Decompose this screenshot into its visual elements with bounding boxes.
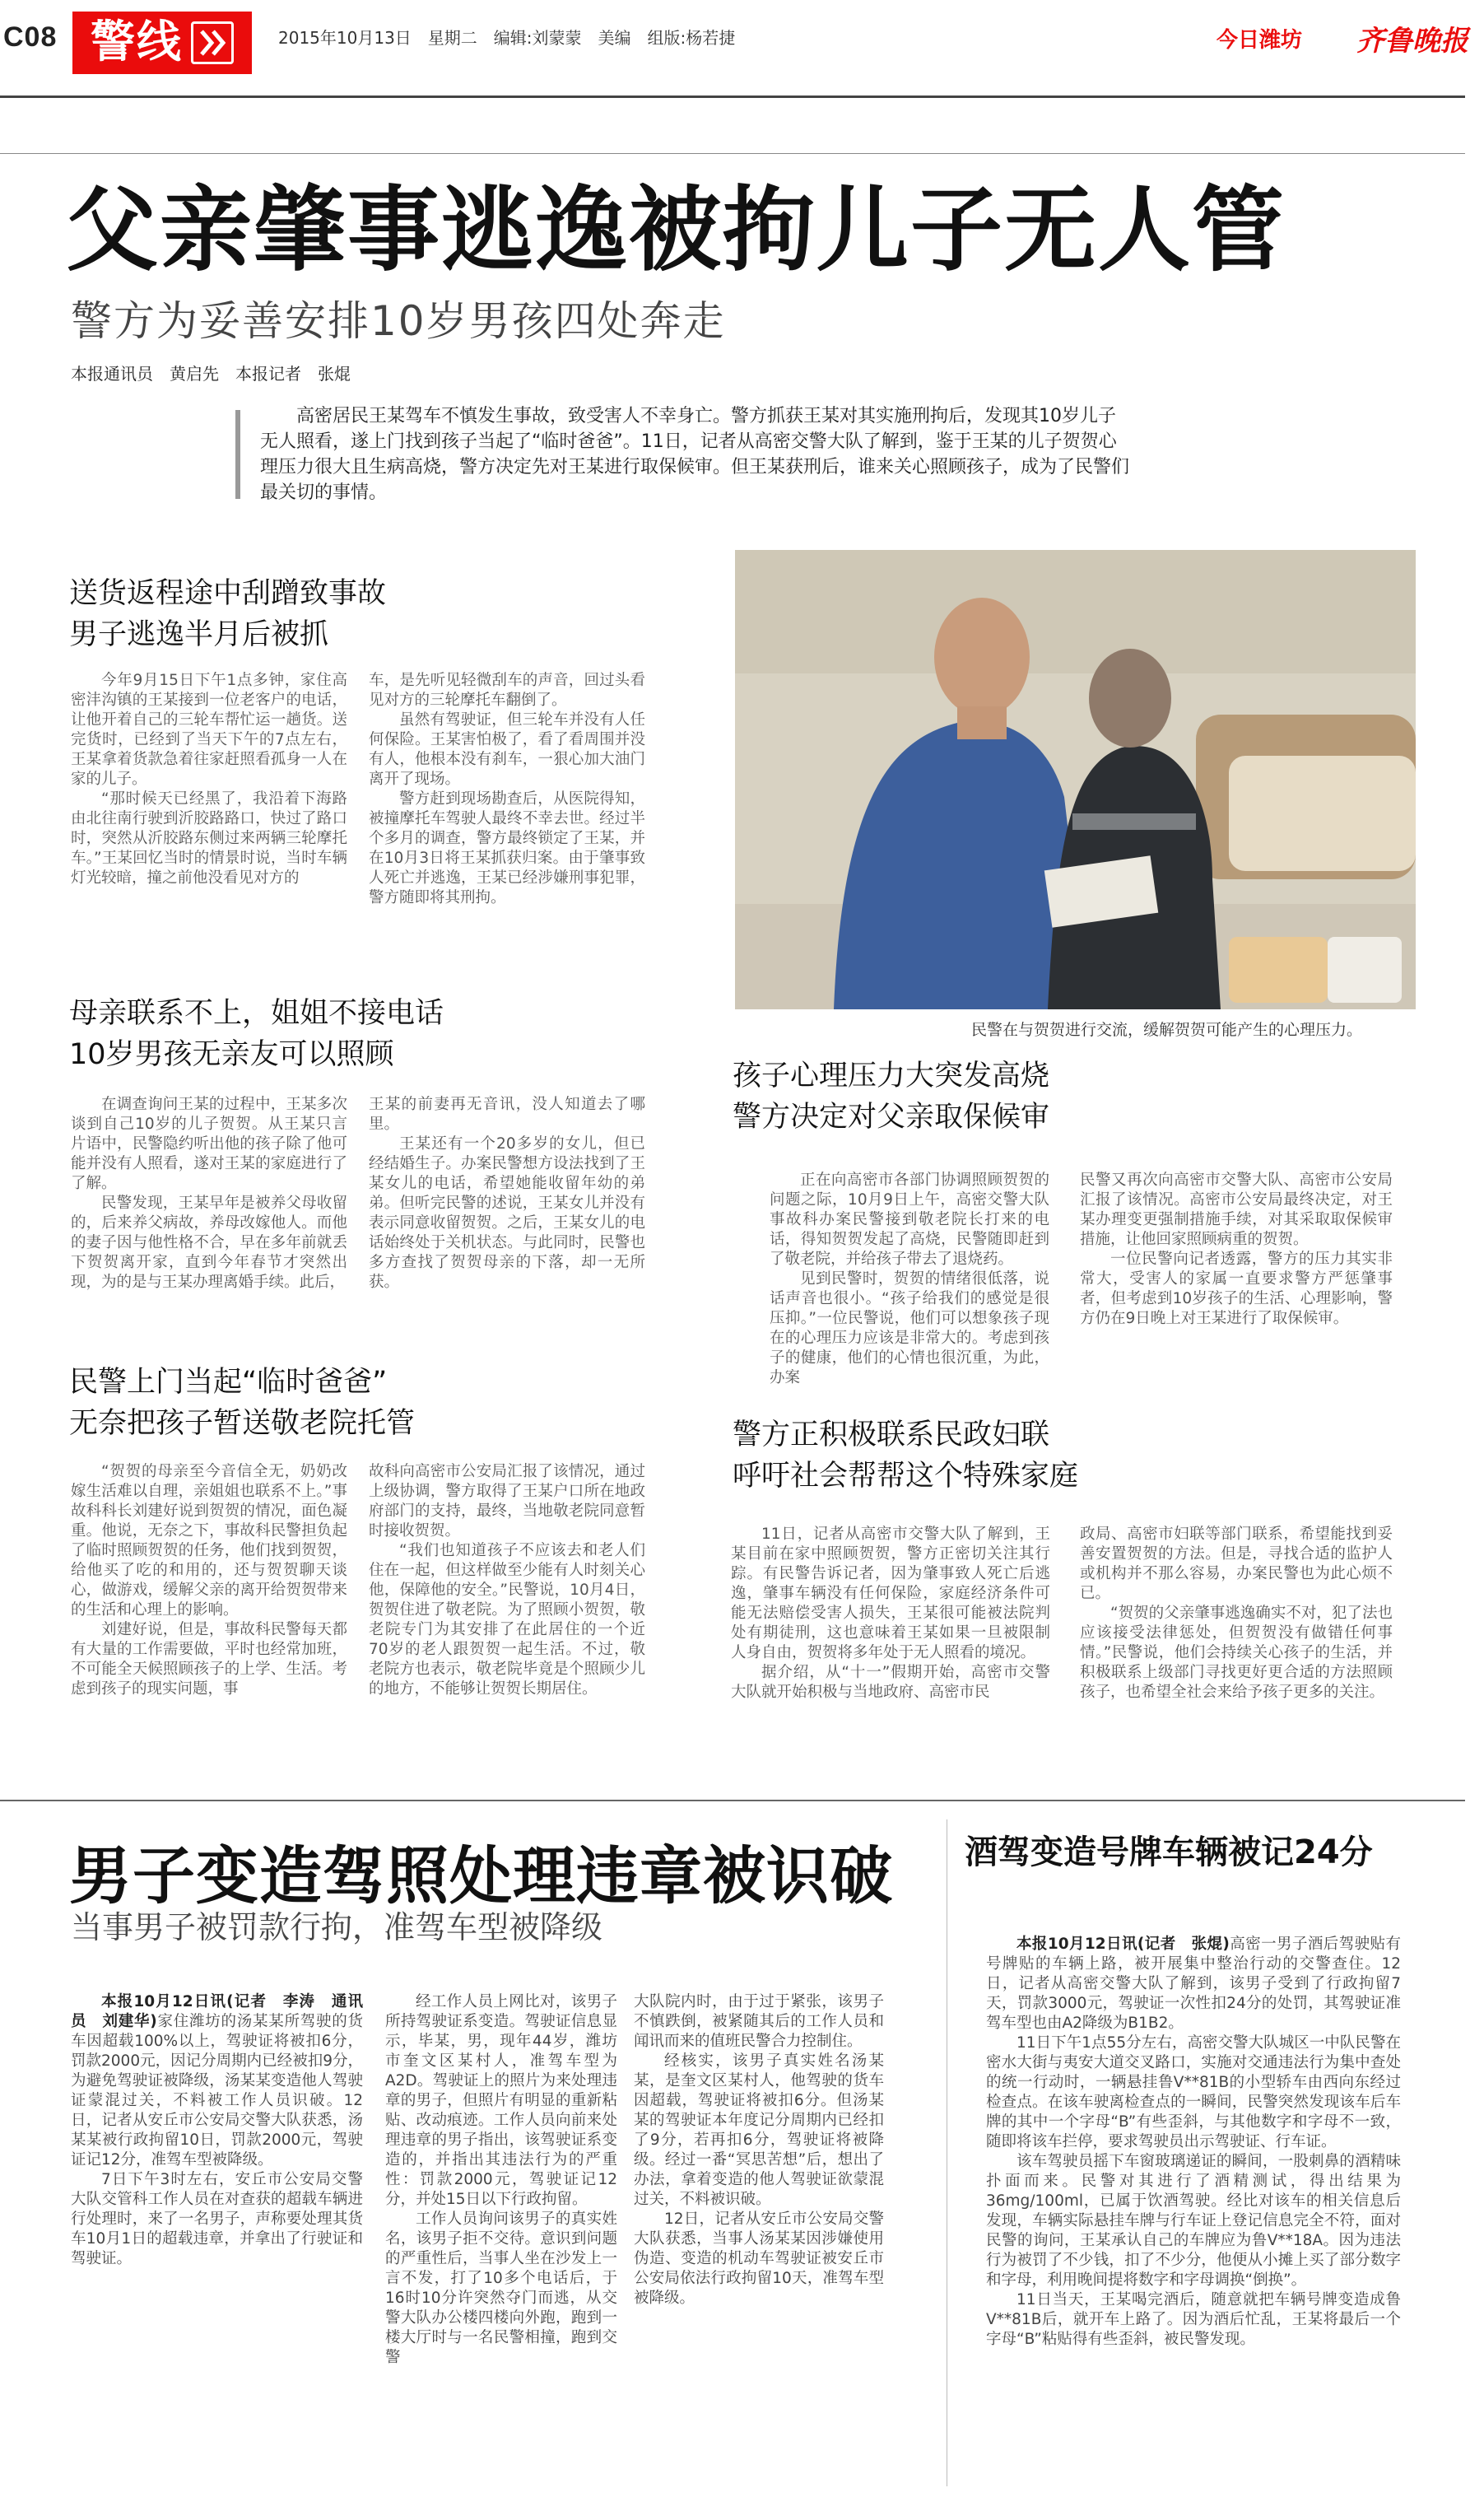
section2-heading bbox=[69, 993, 444, 1075]
paragraph: 车，是先听见轻微刮车的声音，回过头看见对方的三轮摩托车翻倒了。 bbox=[369, 672, 645, 709]
paragraph: 今年9月15日下午1点多钟，家住高密沣沟镇的王某接到一位老客户的电话，让他开着自己的三轮车帮忙运一趟货。送完货时，已经到了当天下午的7点左右，王某拿着货款急着往家赶照看孤身一人在家的儿子。 bbox=[71, 672, 347, 788]
page-header bbox=[0, 0, 1484, 99]
newspaper-logo: 齐鲁晚报 bbox=[1356, 25, 1468, 58]
paragraph: 刘建好说，但是，事故科民警每天都有大量的工作需要做，平时也经常加班，不可能全天候照顾孩子的上学、生活。考虑到孩子的现实问题，事 bbox=[71, 1621, 347, 1698]
section5-heading-line1: 警方正积极联系民政妇联 bbox=[733, 1419, 1050, 1451]
paragraph: 故科向高密市公安局汇报了该情况，通过上级协调，警方取得了王某户口所在地政府部门的支持，最终，当地敬老院同意暂时接收贺贺。 bbox=[369, 1463, 645, 1540]
paragraph: “我们也知道孩子不应该去和老人们住在一起，但这样做至少能有人时刻关心他，保障他的安全。”民警说，10月4日，贺贺住进了敬老院。为了照顾小贺贺，敬老院专门为其安排了在此居住的一个近70岁的老人跟贺贺一起生活。不过，敬老院方也表示，敬老院毕竟是个照顾少儿的地方，不能够让贺贺长期居住。 bbox=[369, 1542, 645, 1698]
paragraph: 工作人员询问该男子的真实姓名，该男子拒不交待。意识到问题的严重性后，当事人坐在沙发上一言不发，打了10多个电话后，于16时10分许突然夺门而逃，从交警大队办公楼四楼向外跑，跑到一楼大厅时与一名民警相撞，跑到交警 bbox=[385, 2211, 617, 2366]
story3-headline: 酒驾变造号牌车辆被记24分 bbox=[965, 1833, 1373, 1871]
photo-caption: 民警在与贺贺进行交流，缓解贺贺可能产生的心理压力。 bbox=[971, 1021, 1363, 1039]
section2-col1 bbox=[71, 1095, 347, 1293]
paragraph: 王某的前妻再无音讯，没人知道去了哪里。 bbox=[369, 1096, 645, 1133]
section3-col1 bbox=[71, 1462, 347, 1699]
paragraph: “贺贺的父亲肇事逃逸确实不对，犯了法也应该接受法律惩处，但贺贺没有做错任何事情。”民警说，他们会持续关心孩子的生活，并积极联系上级部门寻找更好更合适的方法照顾孩子，也希望全社会来给予孩子更多的关注。 bbox=[1080, 1605, 1393, 1701]
story2-col1 bbox=[71, 1992, 363, 2269]
section2-heading-line2: 10岁男孩无亲友可以照顾 bbox=[69, 1038, 394, 1071]
paragraph: 大队院内时，由于过于紧张，该男子不慎跌倒，被紧随其后的工作人员和闻讯而来的值班民警合力控制住。 bbox=[634, 1993, 884, 2050]
paragraph: 虽然有驾驶证，但三轮车并没有人任何保险。王某害怕极了，看了看周围并没有人，他根本没有刹车，一狠心加大油门离开了现场。 bbox=[369, 711, 645, 788]
paragraph-text: 家住潍坊的汤某某所驾驶的货车因超载100%以上，驾驶证将被扣6分，罚款2000元，因记分周期内已经被扣9分，为避免驾驶证被降级，汤某某变造他人驾驶证蒙混过关，不料被工作人员识破。12日，记者从安丘市公安局交警大队获悉，汤某某被行政拘留10日，罚款2000元，驾驶证记12分，准驾车型被降级。 bbox=[71, 2013, 363, 2169]
story2-dateline: 本报10月12日讯(记者 李涛 通讯员 刘建华) bbox=[71, 1993, 363, 2030]
main-byline: 本报通讯员 黄启先 本报记者 张焜 bbox=[71, 364, 351, 384]
issue-meta: 2015年10月13日 星期二 编辑:刘蒙蒙 美编 组版:杨若捷 bbox=[278, 28, 736, 48]
main-subheadline: 警方为妥善安排10岁男孩四处奔走 bbox=[71, 297, 726, 345]
chevron-right-icon bbox=[191, 21, 234, 64]
section1-col2 bbox=[369, 671, 645, 908]
section1-col1 bbox=[71, 671, 347, 888]
section4-heading bbox=[733, 1055, 1049, 1138]
story2-col3 bbox=[634, 1992, 884, 2308]
section-region: 今日潍坊 bbox=[1217, 28, 1303, 53]
story2-headline: 男子变造驾照处理违章被识破 bbox=[69, 1839, 893, 1912]
story2-subheadline: 当事男子被罚款行拘，准驾车型被降级 bbox=[71, 1909, 603, 1945]
paragraph: 11日，记者从高密市交警大队了解到，王某目前在家中照顾贺贺，警方正密切关注其行踪。有民警告诉记者，因为肇事致人死亡后逃逸，肇事车辆没有任何保险，家庭经济条件可能无法赔偿受害人损失，王某很可能被法院判处有期徒刑，这也意味着王某如果一旦被限制人身自由，贺贺将多年处于无人照看的境况。 bbox=[731, 1526, 1050, 1661]
section1-heading-line1: 送货返程途中刮蹭致事故 bbox=[69, 577, 387, 610]
header-rule-thin bbox=[0, 153, 1465, 154]
section2-col2 bbox=[369, 1095, 645, 1293]
lead-paragraph: 高密居民王某驾车不慎发生事故，致受害人不幸身亡。警方抓获王某对其实施刑拘后，发现其10岁儿子无人照看，遂上门找到孩子当起了“临时爸爸”。11日，记者从高密交警大队了解到，鉴于王某的儿子贺贺心理压力很大且生病高烧，警方决定先对王某进行取保候审。但王某获刑后，谁来关心照顾孩子，成为了民警们最关切的事情。 bbox=[260, 406, 1130, 503]
section4-heading-line1: 孩子心理压力大突发高烧 bbox=[733, 1060, 1050, 1092]
paragraph: 民警又再次向高密市交警大队、高密市公安局汇报了该情况。高密市公安局最终决定，对王某办理变更强制措施手续，对其采取取保候审措施，让他回家照顾病重的贺贺。 bbox=[1080, 1172, 1393, 1248]
section5-col2 bbox=[1080, 1525, 1393, 1703]
paragraph bbox=[71, 1992, 363, 2170]
paragraph: 政局、高密市妇联等部门联系，希望能找到妥善安置贺贺的方法。但是，寻找合适的监护人或机构并不那么容易，办案民警也为此心烦不已。 bbox=[1080, 1526, 1393, 1602]
paragraph: 警方赶到现场勘查后，从医院得知，被撞摩托车驾驶人最终不幸去世。经过半个多月的调查，警方最终锁定了王某，并在10月3日将王某抓获归案。由于肇事致人死亡并逃逸，王某已经涉嫌刑事犯罪，警方随即将其刑拘。 bbox=[369, 790, 645, 906]
news-photo bbox=[735, 550, 1416, 1009]
paragraph bbox=[986, 1935, 1401, 2033]
story3-col bbox=[986, 1935, 1401, 2350]
section3-heading-line1: 民警上门当起“临时爸爸” bbox=[69, 1366, 388, 1399]
paragraph: 经工作人员上网比对，该男子所持驾驶证系变造。驾驶证信息显示，毕某，男，现年44岁，潍坊市奎文区某村人，准驾车型为A2D。驾驶证上的照片为来处理违章的男子，但照片有明显的重新粘贴、改动痕迹。工作人员向前来处理违章的男子指出，该驾驶证系变造的，并指出其违法行为的严重性：罚款2000元，驾驶证记12分，并处15日以下行政拘留。 bbox=[385, 1993, 617, 2208]
paragraph: 王某还有一个20多岁的女儿，但已经结婚生子。办案民警想方设法找到了王某女儿的电话，希望她能收留年幼的弟弟。但听完民警的述说，王某女儿并没有表示同意收留贺贺。之后，王某女儿的电话始终处于关机状态。与此同时，民警也多方查找了贺贺母亲的下落，却一无所获。 bbox=[369, 1135, 645, 1291]
story2-col2 bbox=[385, 1992, 617, 2368]
section1-heading bbox=[69, 573, 386, 655]
section3-heading-line2: 无奈把孩子暂送敬老院托管 bbox=[69, 1407, 416, 1440]
paragraph: 在调查询问王某的过程中，王某多次谈到自己10岁的儿子贺贺。从王某只言片语中，民警隐约听出他的孩子除了他可能并没有人照看，遂对王某的家庭进行了了解。 bbox=[71, 1096, 347, 1192]
page-number: C08 bbox=[3, 21, 58, 53]
section4-col2 bbox=[1080, 1171, 1393, 1329]
story-divider bbox=[0, 1800, 1465, 1801]
section5-col1 bbox=[731, 1525, 1050, 1703]
section5-heading-line2: 呼吁社会帮帮这个特殊家庭 bbox=[733, 1460, 1079, 1493]
story3-dateline: 本报10月12日讯(记者 张焜) bbox=[1016, 1936, 1230, 1953]
lead-bar bbox=[235, 410, 240, 499]
section3-heading bbox=[69, 1362, 415, 1444]
paragraph: 11日下午1点55分左右，高密交警大队城区一中队民警在密水大街与夷安大道交叉路口，实施对交通违法行为集中查处的统一行动时，一辆悬挂鲁V**81B的小型轿车由西向东经过检查点。在该车驶离检查点的一瞬间，民警突然发现该车后车牌的其中一个字母“B”有些歪斜，与其他数字和字母不一致，随即将该车拦停，要求驾驶员出示驾驶证、行车证。 bbox=[986, 2034, 1401, 2150]
header-rule bbox=[0, 96, 1465, 98]
paragraph: 见到民警时，贺贺的情绪很低落，说话声音也很小。“孩子给我们的感觉是很压抑。”一位民警说，他们可以想象孩子现在的心理压力应该是非常大的。考虑到孩子的健康，他们的心情也很沉重，为此，办案 bbox=[770, 1270, 1049, 1386]
paragraph: 正在向高密市各部门协调照顾贺贺的问题之际，10月9日上午，高密交警大队事故科办案民警接到敬老院长打来的电话，得知贺贺发起了高烧，民警随即赶到了敬老院，并给孩子带去了退烧药。 bbox=[770, 1172, 1049, 1268]
paragraph: 11日当天，王某喝完酒后，随意就把车辆号牌变造成鲁V**81B后，就开车上路了。因为酒后忙乱，王某将最后一个字母“B”粘贴得有些歪斜，被民警发现。 bbox=[986, 2291, 1401, 2348]
section4-heading-line2: 警方决定对父亲取保候审 bbox=[733, 1101, 1050, 1134]
section1-heading-line2: 男子逃逸半月后被抓 bbox=[69, 618, 329, 651]
main-headline: 父亲肇事逃逸被拘儿子无人管 bbox=[66, 177, 1286, 284]
paragraph: 经核实，该男子真实姓名汤某某，是奎文区某村人，他驾驶的货车因超载，驾驶证将被扣6分。但汤某某的驾驶证本年度记分周期内已经扣了9分，若再扣6分，驾驶证将被降级。经过一番“冥思苦想”后，想出了办法，拿着变造的他人驾驶证欲蒙混过关，不料被识破。 bbox=[634, 2052, 884, 2208]
paragraph: “贺贺的母亲至今音信全无，奶奶改嫁生活难以自理，亲姐姐也联系不上。”事故科科长刘建好说到贺贺的情况，面色凝重。他说，无奈之下，事故科民警担负起了临时照顾贺贺的任务，他们找到贺贺，给他买了吃的和用的，还与贺贺聊天谈心，做游戏，缓解父亲的离开给贺贺带来的生活和心理上的影响。 bbox=[71, 1463, 347, 1619]
paragraph: “那时候天已经黑了，我沿着下海路由北往南行驶到沂胶路路口，快过了路口时，突然从沂胶路东侧过来两辆三轮摩托车。”王某回忆当时的情景时说，当时车辆灯光较暗，撞之前他没看见对方的 bbox=[71, 790, 347, 887]
paragraph: 一位民警向记者透露，警方的压力其实非常大，受害人的家属一直要求警方严惩肇事者，但考虑到10岁孩子的生活、心理影响，警方仍在9日晚上对王某进行了取保候审。 bbox=[1080, 1251, 1393, 1327]
section5-heading bbox=[733, 1414, 1078, 1497]
section4-col1 bbox=[770, 1171, 1049, 1388]
section-name: 警线 bbox=[91, 16, 183, 68]
section2-heading-line1: 母亲联系不上，姐姐不接电话 bbox=[69, 997, 444, 1030]
paragraph: 民警发现，王某早年是被养父母收留的，后来养父病故，养母改嫁他人。而他的妻子因与他性格不合，早在多年前就丢下贺贺离开家，直到今年春节才突然出现，为的是与王某办理离婚手续。此后， bbox=[71, 1195, 347, 1291]
paragraph: 该车驾驶员摇下车窗玻璃递证的瞬间，一股刺鼻的酒精味扑面而来。民警对其进行了酒精测试，得出结果为36mg/100ml，已属于饮酒驾驶。经比对该车的相关信息后发现，车辆实际悬挂车牌与行车证上登记信息完全不符，面对民警的询问，王某承认自己的车牌应为鲁V**18A。因为违法行为被罚了不少钱，扣了不少分，他便从小摊上买了部分数字和字母，利用晚间提将数字和字母调换“倒换”。 bbox=[986, 2153, 1401, 2289]
paragraph-text: 高密一男子酒后驾驶贴有号牌贴的车辆上路，被开展集中整治行动的交警查住。12日，记者从高密交警大队了解到，该男子受到了行政拘留7天，罚款3000元，驾驶证一次性扣24分的处罚，其驾驶证准驾车型也由A2降级为B1B2。 bbox=[986, 1936, 1401, 2032]
paragraph: 12日，记者从安丘市公安局交警大队获悉，当事人汤某某因涉嫌使用伪造、变造的机动车驾驶证被安丘市公安局依法行政拘留10天，准驾车型被降级。 bbox=[634, 2211, 884, 2307]
section3-col2 bbox=[369, 1462, 645, 1699]
paragraph: 据介绍，从“十一”假期开始，高密市交警大队就开始积极与当地政府、高密市民 bbox=[731, 1664, 1050, 1701]
paragraph: 7日下午3时左右，安丘市公安局交警大队交管科工作人员在对查获的超载车辆进行处理时，来了一名男子，声称要处理其货车10月1日的超载违章，并拿出了行驶证和驾驶证。 bbox=[71, 2171, 363, 2267]
